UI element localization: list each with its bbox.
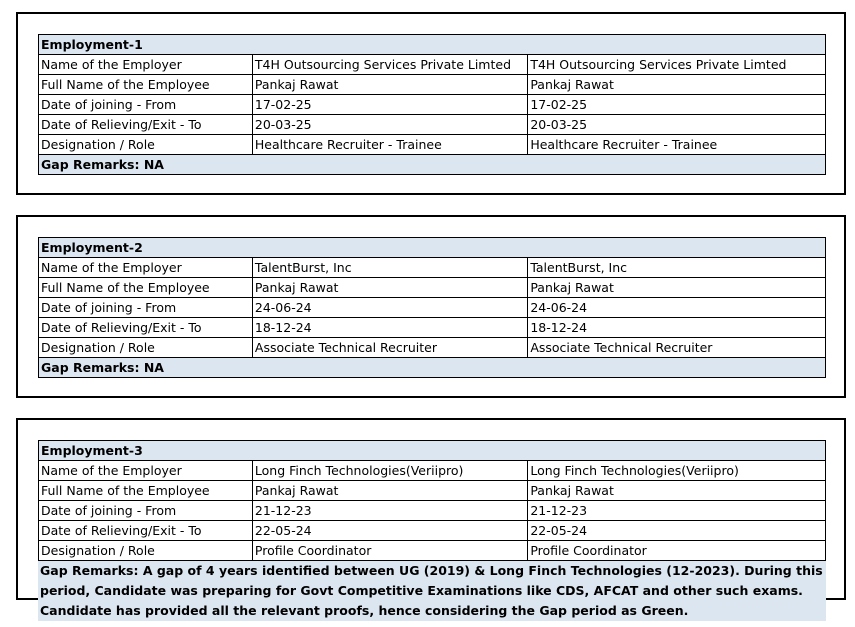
row-value: Healthcare Recruiter - Trainee bbox=[528, 135, 826, 155]
row-value: Long Finch Technologies(Veriipro) bbox=[252, 461, 527, 481]
row-value: 17-02-25 bbox=[252, 95, 527, 115]
table-row bbox=[39, 481, 826, 501]
employment-2-table bbox=[38, 237, 826, 378]
employment-title: Employment-3 bbox=[39, 441, 826, 461]
row-value: 21-12-23 bbox=[252, 501, 527, 521]
row-label: Full Name of the Employee bbox=[39, 481, 253, 501]
row-value: Pankaj Rawat bbox=[528, 278, 826, 298]
row-value: 18-12-24 bbox=[528, 318, 826, 338]
row-value: TalentBurst, Inc bbox=[528, 258, 826, 278]
row-label: Name of the Employer bbox=[39, 258, 253, 278]
table-row bbox=[39, 115, 826, 135]
row-label: Designation / Role bbox=[39, 135, 253, 155]
row-label: Designation / Role bbox=[39, 338, 253, 358]
row-label: Date of Relieving/Exit - To bbox=[39, 521, 253, 541]
row-value: Profile Coordinator bbox=[528, 541, 826, 561]
row-value: Pankaj Rawat bbox=[252, 278, 527, 298]
gap-remarks: Gap Remarks: A gap of 4 years identified between UG (2019) & Long Finch Technologies (12-2023). During this period, Candidate was preparing for Govt Competitive Examinations like CDS, AFCAT and other such exams. Candidate has provided all the relevant proofs, hence considering the Gap period as Green. bbox=[38, 561, 826, 621]
gap-remarks: Gap Remarks: NA bbox=[39, 358, 826, 378]
table-row bbox=[39, 75, 826, 95]
row-value: 20-03-25 bbox=[252, 115, 527, 135]
employment-title: Employment-1 bbox=[39, 35, 826, 55]
row-label: Date of joining - From bbox=[39, 501, 253, 521]
row-value: Associate Technical Recruiter bbox=[528, 338, 826, 358]
row-value: 22-05-24 bbox=[528, 521, 826, 541]
row-value: Pankaj Rawat bbox=[252, 75, 527, 95]
row-value: 20-03-25 bbox=[528, 115, 826, 135]
table-row bbox=[39, 298, 826, 318]
table-row bbox=[39, 501, 826, 521]
row-label: Date of joining - From bbox=[39, 95, 253, 115]
row-value: Profile Coordinator bbox=[252, 541, 527, 561]
row-label: Date of Relieving/Exit - To bbox=[39, 115, 253, 135]
row-value: Healthcare Recruiter - Trainee bbox=[252, 135, 527, 155]
gap-remarks: Gap Remarks: NA bbox=[39, 155, 826, 175]
row-label: Date of joining - From bbox=[39, 298, 253, 318]
row-value: Pankaj Rawat bbox=[252, 481, 527, 501]
row-value: Long Finch Technologies(Veriipro) bbox=[528, 461, 826, 481]
table-row bbox=[39, 541, 826, 561]
table-row bbox=[39, 461, 826, 481]
row-label: Name of the Employer bbox=[39, 461, 253, 481]
employment-title: Employment-2 bbox=[39, 238, 826, 258]
employment-1-table bbox=[38, 34, 826, 175]
table-row bbox=[39, 258, 826, 278]
table-row bbox=[39, 521, 826, 541]
row-value: Pankaj Rawat bbox=[528, 481, 826, 501]
table-row bbox=[39, 55, 826, 75]
row-value: T4H Outsourcing Services Private Limted bbox=[252, 55, 527, 75]
row-value: 17-02-25 bbox=[528, 95, 826, 115]
row-value: 22-05-24 bbox=[252, 521, 527, 541]
row-value: 24-06-24 bbox=[252, 298, 527, 318]
row-value: 18-12-24 bbox=[252, 318, 527, 338]
table-row bbox=[39, 338, 826, 358]
row-label: Full Name of the Employee bbox=[39, 75, 253, 95]
row-label: Name of the Employer bbox=[39, 55, 253, 75]
row-value: 21-12-23 bbox=[528, 501, 826, 521]
table-row bbox=[39, 318, 826, 338]
row-label: Date of Relieving/Exit - To bbox=[39, 318, 253, 338]
row-label: Designation / Role bbox=[39, 541, 253, 561]
row-value: Associate Technical Recruiter bbox=[252, 338, 527, 358]
row-value: T4H Outsourcing Services Private Limted bbox=[528, 55, 826, 75]
row-value: 24-06-24 bbox=[528, 298, 826, 318]
employment-3-table bbox=[38, 440, 826, 561]
table-row bbox=[39, 278, 826, 298]
row-label: Full Name of the Employee bbox=[39, 278, 253, 298]
table-row bbox=[39, 95, 826, 115]
row-value: TalentBurst, Inc bbox=[252, 258, 527, 278]
row-value: Pankaj Rawat bbox=[528, 75, 826, 95]
table-row bbox=[39, 135, 826, 155]
